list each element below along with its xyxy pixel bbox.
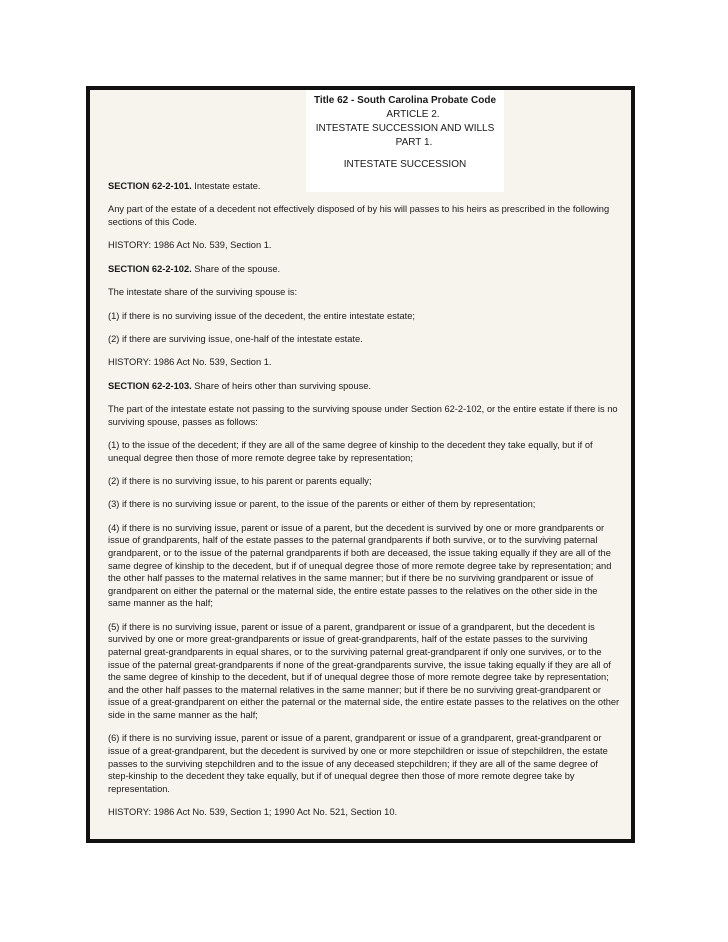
document-frame: [86, 86, 635, 843]
code-title: Title 62 - South Carolina Probate Code: [313, 95, 497, 106]
paragraph: (1) if there is no surviving issue of the decedent, the entire intestate estate;: [108, 310, 415, 321]
article-label: ARTICLE 2.: [386, 109, 440, 120]
article-subtitle: INTESTATE SUCCESSION AND WILLS: [315, 123, 495, 134]
paragraph: (4) if there is no surviving issue, parent or issue of a parent, but the decedent is survived by one or more grandparents or issue of grandparents, half of the estate passes to the paternal grandparents if both survive, or to the surviving paternal grandparent, or to the issue of the paternal grandparents if both are deceased, the issue taking equally if they are all of the same degree of kinship to the decedent, but if of unequal degree those of more remote degree take by representation; and the other half passes to the maternal relatives in the same manner; but if there be no surviving grandparent or issue of grandparent on either the paternal or the maternal side, the entire estate passes to the relatives on the other side in the same manner as the half;: [108, 522, 612, 609]
paragraph: (3) if there is no surviving issue or parent, to the issue of the parents or either of them by representation;: [108, 499, 536, 510]
section-number: SECTION 62-2-103.: [108, 380, 192, 391]
document-body: [108, 180, 620, 830]
paragraph: (1) to the issue of the decedent; if they are all of the same degree of kinship to the decedent they take equally, but if of unequal degree then those of more remote degree take by representation;: [108, 440, 593, 463]
paragraph: (2) if there is no surviving issue, to his parent or parents equally;: [108, 476, 372, 487]
paragraph: The part of the intestate estate not passing to the surviving spouse under Section 62-2-102, or the entire estate if there is no surviving spouse, passes as follows:: [108, 404, 618, 427]
section-heading: [108, 380, 620, 393]
paragraph: (6) if there is no surviving issue, parent or issue of a parent, grandparent or issue of a grandparent, great-grandparent or issue of a great-grandparent, but the decedent is survived by one or more stepchildren or issue of stepchildren, the estate passes to the surviving stepchildren and to the issue of any deceased stepchildren; if they are all of the same degree of step-kinship to the decedent they take equally, but if of unequal degree then those of more remote degree take by representation.: [108, 733, 608, 794]
paragraph: (5) if there is no surviving issue, parent or issue of a parent, grandparent or issue of a grandparent, but the decedent is survived by one or more great-grandparents or issue of great-grandparents, half of the estate passes to the surviving paternal great-grandparents in equal shares, or to the surviving paternal great-grandparent if only one survives, or to the issue of the paternal great-grandparents if none of the great-grandparents survive, the issue taking equally if they are all of the same degree of kinship to the decedent, but if of unequal degree those of more remote degree take by representation; and the other half passes to the maternal relatives in the same manner; but if there be no surviving great-grandparent or issue of a great-grandparent on either the paternal or the maternal side, the entire estate passes to the relatives on the other side in the same manner as the half;: [108, 621, 620, 720]
paragraph: The intestate share of the surviving spouse is:: [108, 287, 298, 298]
section-heading: [108, 180, 620, 193]
section-name: Intestate estate.: [191, 181, 261, 191]
section-name: Share of heirs other than surviving spouse.: [191, 380, 372, 391]
document-header: [306, 94, 504, 172]
history-note: HISTORY: 1986 Act No. 539, Section 1; 1990 Act No. 521, Section 10.: [108, 807, 398, 818]
paragraph: Any part of the estate of a decedent not effectively disposed of by his will passes to his heirs as prescribed in the following sections of this Code.: [108, 204, 610, 227]
part-title: INTESTATE SUCCESSION: [343, 159, 467, 170]
section-name: Share of the spouse.: [191, 263, 281, 274]
part-label: PART 1.: [395, 137, 433, 148]
paragraph: (2) if there are surviving issue, one-half of the intestate estate.: [108, 333, 363, 344]
history-note: HISTORY: 1986 Act No. 539, Section 1.: [108, 357, 272, 368]
section-number: SECTION 62-2-102.: [108, 263, 192, 274]
section-number: SECTION 62-2-101.: [108, 181, 192, 191]
section-heading: [108, 263, 620, 276]
history-note: HISTORY: 1986 Act No. 539, Section 1.: [108, 240, 272, 251]
